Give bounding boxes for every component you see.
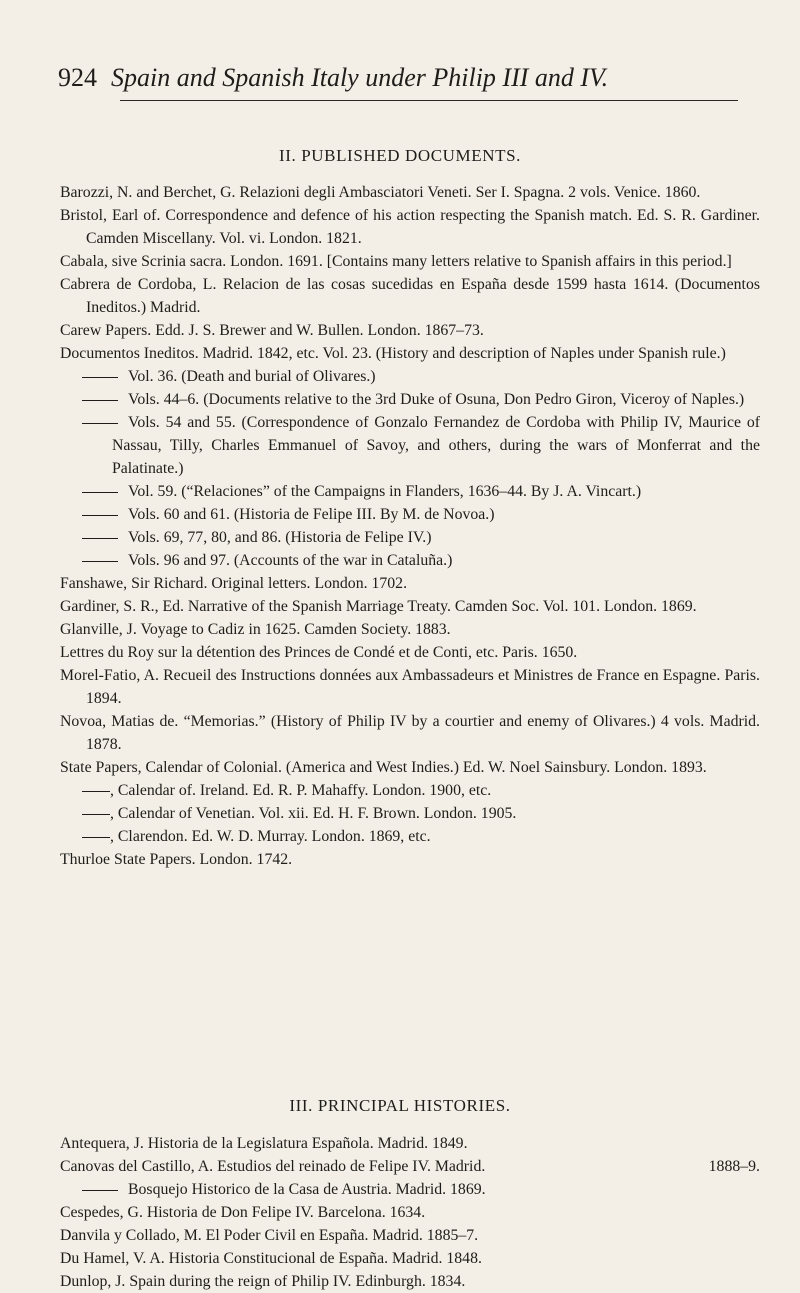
entry-date: 1888–9. <box>708 1158 760 1175</box>
ditto-dash <box>82 515 118 516</box>
header-rule <box>120 100 738 101</box>
bibliography-entry <box>60 1201 760 1224</box>
entry-text: , Clarendon. Ed. W. D. Murray. London. 1869, etc. <box>110 828 431 845</box>
bibliography-entry <box>60 549 760 572</box>
bibliography-entry <box>60 181 760 204</box>
bibliography-entry <box>60 388 760 411</box>
page-number: 924 <box>58 63 97 92</box>
bibliography-entry <box>60 664 760 710</box>
ditto-dash <box>82 1190 118 1191</box>
entry-text: Vols. 54 and 55. (Correspondence of Gonzalo Fernandez de Cordoba with Philip IV, Maurice of Nassau, Tilly, Charles Emmanuel of Savoy, and others, during the wars of Monferrat and the Palatinate.) <box>112 414 760 477</box>
running-header <box>58 62 748 94</box>
bibliography-entry <box>60 1270 760 1293</box>
bibliography-entry <box>60 802 760 825</box>
published-documents-list <box>60 181 760 871</box>
entry-text: Bosquejo Historico de la Casa de Austria. Madrid. 1869. <box>128 1181 486 1198</box>
bibliography-entry <box>60 1132 760 1155</box>
bibliography-entry <box>60 342 760 365</box>
bibliography-entry <box>60 641 760 664</box>
principal-histories-list <box>60 1132 760 1293</box>
entry-text: , Calendar of Venetian. Vol. xii. Ed. H. F. Brown. London. 1905. <box>110 805 517 822</box>
entry-text: Documentos Ineditos. Madrid. 1842, etc. Vol. 23. (History and description of Naples under Spanish rule.) <box>60 345 726 362</box>
ditto-dash <box>82 791 110 792</box>
section-heading-published-documents: II. PUBLISHED DOCUMENTS. <box>278 146 521 165</box>
entry-text: Glanville, J. Voyage to Cadiz in 1625. Camden Society. 1883. <box>60 621 451 638</box>
entry-text: Vol. 36. (Death and burial of Olivares.) <box>128 368 376 385</box>
bibliography-entry <box>60 1155 760 1178</box>
entry-text: Dunlop, J. Spain during the reign of Philip IV. Edinburgh. 1834. <box>60 1273 466 1290</box>
entry-text: Vols. 44–6. (Documents relative to the 3rd Duke of Osuna, Don Pedro Giron, Viceroy of Naples.) <box>128 391 745 408</box>
entry-text: Thurloe State Papers. London. 1742. <box>60 851 293 868</box>
bibliography-entry <box>60 710 760 756</box>
ditto-dash <box>82 423 118 424</box>
entry-text: Novoa, Matias de. “Memorias.” (History of Philip IV by a courtier and enemy of Olivares.) 4 vols. Madrid. 1878. <box>60 713 760 753</box>
entry-text: Vol. 59. (“Relaciones” of the Campaigns in Flanders, 1636–44. By J. A. Vincart.) <box>128 483 642 500</box>
entry-text: Cespedes, G. Historia de Don Felipe IV. Barcelona. 1634. <box>60 1204 426 1221</box>
entry-text: Cabala, sive Scrinia sacra. London. 1691. [Contains many letters relative to Spanish affairs in this period.] <box>60 253 732 270</box>
bibliography-entry <box>60 1178 760 1201</box>
entry-text: Danvila y Collado, M. El Poder Civil en España. Madrid. 1885–7. <box>60 1227 479 1244</box>
bibliography-entry <box>60 273 760 319</box>
ditto-dash <box>82 837 110 838</box>
entry-text: Vols. 69, 77, 80, and 86. (Historia de Felipe IV.) <box>128 529 432 546</box>
entry-text: Morel-Fatio, A. Recueil des Instructions données aux Ambassadeurs et Ministres de France en Espagne. Paris. 1894. <box>60 667 760 707</box>
entry-text: Du Hamel, V. A. Historia Constitucional de España. Madrid. 1848. <box>60 1250 482 1267</box>
entry-text: State Papers, Calendar of Colonial. (America and West Indies.) Ed. W. Noel Sainsbury. London. 1893. <box>60 759 707 776</box>
entry-text: Bristol, Earl of. Correspondence and defence of his action respecting the Spanish match. Ed. S. R. Gardiner. Camden Miscellany. Vol. vi. London. 1821. <box>60 207 760 247</box>
entry-text: Fanshawe, Sir Richard. Original letters. London. 1702. <box>60 575 408 592</box>
bibliography-entry <box>60 825 760 848</box>
bibliography-entry <box>60 595 760 618</box>
ditto-dash <box>82 538 118 539</box>
bibliography-entry <box>60 618 760 641</box>
ditto-dash <box>82 492 118 493</box>
bibliography-entry <box>60 779 760 802</box>
entry-text: Vols. 96 and 97. (Accounts of the war in Cataluña.) <box>128 552 453 569</box>
bibliography-entry <box>60 250 760 273</box>
bibliography-entry <box>60 756 760 779</box>
entry-text: Antequera, J. Historia de la Legislatura Española. Madrid. 1849. <box>60 1135 468 1152</box>
bibliography-entry <box>60 503 760 526</box>
bibliography-entry <box>60 204 760 250</box>
bibliography-entry <box>60 526 760 549</box>
entry-text: Lettres du Roy sur la détention des Princes de Condé et de Conti, etc. Paris. 1650. <box>60 644 578 661</box>
section-heading-principal-histories: III. PRINCIPAL HISTORIES. <box>289 1096 511 1115</box>
entry-text: Barozzi, N. and Berchet, G. Relazioni degli Ambasciatori Veneti. Ser I. Spagna. 2 vols. Venice. 1860. <box>60 184 701 201</box>
ditto-dash <box>82 561 118 562</box>
entry-text: Carew Papers. Edd. J. S. Brewer and W. Bullen. London. 1867–73. <box>60 322 484 339</box>
entry-text: Cabrera de Cordoba, L. Relacion de las cosas sucedidas en España desde 1599 hasta 1614. (Documentos Ineditos.) Madrid. <box>60 276 760 316</box>
entry-text: , Calendar of. Ireland. Ed. R. P. Mahaffy. London. 1900, etc. <box>110 782 492 799</box>
bibliography-entry <box>60 1247 760 1270</box>
bibliography-entry <box>60 480 760 503</box>
ditto-dash <box>82 814 110 815</box>
bibliography-entry <box>60 572 760 595</box>
bibliography-entry <box>60 411 760 480</box>
bibliography-entry <box>60 319 760 342</box>
bibliography-entry <box>60 848 760 871</box>
ditto-dash <box>82 377 118 378</box>
running-title: Spain and Spanish Italy under Philip III and IV. <box>111 63 609 92</box>
ditto-dash <box>82 400 118 401</box>
bibliography-entry <box>60 1224 760 1247</box>
entry-text: Vols. 60 and 61. (Historia de Felipe III. By M. de Novoa.) <box>128 506 495 523</box>
entry-text: Gardiner, S. R., Ed. Narrative of the Spanish Marriage Treaty. Camden Soc. Vol. 101. London. 1869. <box>60 598 697 615</box>
bibliography-entry <box>60 365 760 388</box>
entry-text: Canovas del Castillo, A. Estudios del reinado de Felipe IV. Madrid. <box>60 1158 486 1175</box>
